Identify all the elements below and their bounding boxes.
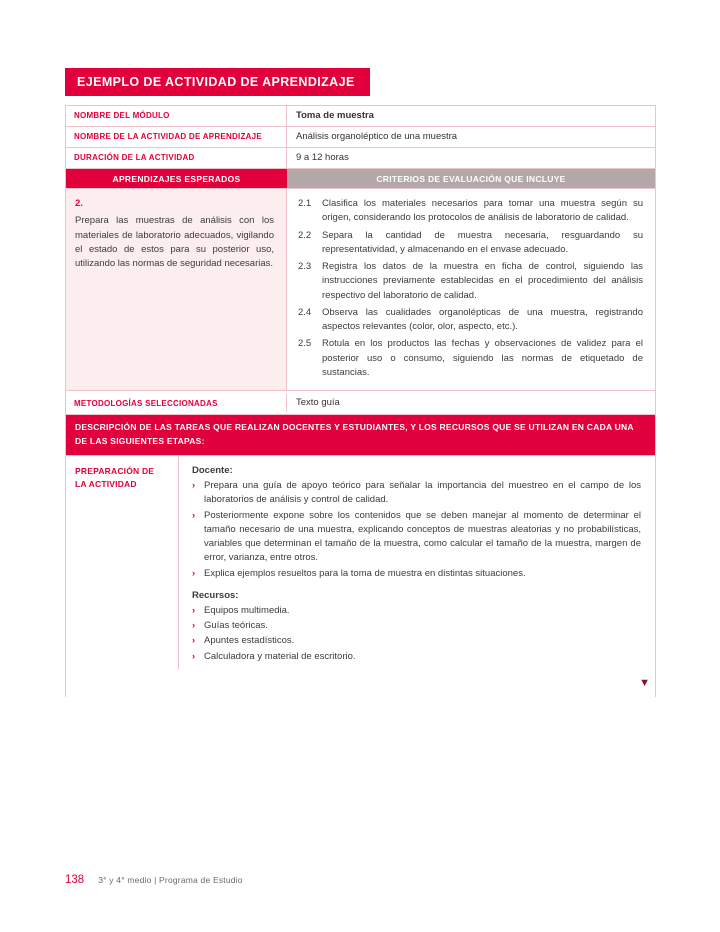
- criterion-text: Clasifica los materiales necesarios para tomar una muestra según su origen, considerando los protocolos de análisis de laboratorio de calidad.: [322, 198, 643, 224]
- table-header-row: [66, 169, 655, 189]
- info-row-value: Toma de muestra: [296, 110, 374, 121]
- bullet-marker-icon: ›: [192, 480, 196, 492]
- bullet-text: Guías teóricas.: [204, 620, 268, 632]
- criteria-cell: [287, 189, 655, 390]
- methodology-label: METODOLOGÍAS SELECCIONADAS: [66, 394, 287, 412]
- info-row-value: Análisis organoléptico de una muestra: [296, 131, 458, 142]
- criterion-item: [298, 229, 643, 258]
- methodology-row: [66, 391, 655, 415]
- page-content: [65, 68, 656, 697]
- bullet-item: [192, 604, 641, 618]
- criterion-item: [298, 260, 643, 303]
- bullet-text: Apuntes estadísticos.: [204, 635, 295, 647]
- bullet-marker-icon: ›: [192, 635, 196, 647]
- bullet-item: [192, 634, 641, 648]
- criterion-text: Registra los datos de la muestra en ficha de control, siguiendo las instrucciones previamente establecidas en el procedimiento del análisis respectivo del laboratorio de calidad.: [322, 261, 643, 301]
- bullet-text: Calculadora y material de escritorio.: [204, 650, 356, 662]
- criterion-item: [298, 197, 643, 226]
- continuation-row: [66, 669, 655, 697]
- bullet-marker-icon: ›: [192, 509, 196, 521]
- bullet-item: [192, 619, 641, 633]
- info-row-label: DURACIÓN DE LA ACTIVIDAD: [66, 148, 287, 168]
- footer-text: 3° y 4° medio | Programa de Estudio: [98, 875, 243, 885]
- docente-heading: Docente:: [192, 465, 233, 477]
- page-number: 138: [65, 874, 85, 886]
- info-row-value: 9 a 12 horas: [296, 152, 349, 163]
- info-row-label: NOMBRE DEL MÓDULO: [66, 106, 287, 126]
- bullet-item: [192, 650, 641, 664]
- criterion-text: Rotula en los productos las fechas y observaciones de validez para el posterior uso o consumo, siguiendo las normas de etiquetado de sustancias.: [322, 338, 643, 378]
- criterion-number: 2.4: [298, 306, 312, 318]
- bullet-text: Prepara una guía de apoyo teórico para señalar la importancia del muestreo en el campo de los laboratorios de análisis y control de calidad.: [204, 480, 641, 506]
- preparation-content: [179, 456, 655, 669]
- bullet-item: [192, 567, 641, 581]
- criterion-number: 2.3: [298, 261, 312, 272]
- bullet-marker-icon: ›: [192, 604, 196, 616]
- description-banner: DESCRIPCIÓN DE LAS TAREAS QUE REALIZAN DOCENTES Y ESTUDIANTES, Y LOS RECURSOS QUE SE UTILIZAN EN CADA UNA DE LAS SIGUIENTES ETAPAS:: [66, 415, 655, 456]
- info-row-label: NOMBRE DE LA ACTIVIDAD DE APRENDIZAJE: [66, 127, 287, 147]
- criterion-number: 2.1: [298, 198, 312, 209]
- table-row-duration: [66, 148, 655, 169]
- expected-cell: [66, 189, 287, 390]
- bullet-text: Equipos multimedia.: [204, 604, 290, 616]
- criterion-number: 2.5: [298, 338, 312, 350]
- recursos-heading: Recursos:: [192, 589, 239, 601]
- preparation-label: PREPARACIÓN DE LA ACTIVIDAD: [66, 456, 179, 669]
- table-row-module: [66, 106, 655, 127]
- criterion-item: [298, 306, 643, 335]
- section-title-banner: EJEMPLO DE ACTIVIDAD DE APRENDIZAJE: [65, 68, 370, 96]
- criteria-header: CRITERIOS DE EVALUACIÓN QUE INCLUYE: [287, 169, 655, 188]
- bullet-text: Explica ejemplos resueltos para la toma de muestra en distintas situaciones.: [204, 567, 526, 579]
- bullet-marker-icon: ›: [192, 650, 196, 662]
- continuation-arrow-icon: ▼: [639, 676, 649, 689]
- methodology-value: Texto guía: [296, 397, 340, 408]
- table-row-activity-name: [66, 127, 655, 148]
- criterion-text: Observa las cualidades organolépticas de una muestra, registrando aspectos relevantes (color, olor, aspecto, etc.).: [322, 306, 643, 332]
- activity-table: [65, 105, 656, 697]
- page-footer: [65, 874, 243, 886]
- expected-text: Prepara las muestras de análisis con los materiales de laboratorio adecuados, vigilando el estado de estos para su posterior uso, utilizando las normas de seguridad necesarias.: [75, 215, 274, 269]
- criterion-number: 2.2: [298, 229, 312, 241]
- bullet-marker-icon: ›: [192, 567, 196, 579]
- bullet-item: [192, 479, 641, 508]
- preparation-row: [66, 456, 655, 669]
- expected-number: 2.: [75, 198, 83, 209]
- expected-header: APRENDIZAJES ESPERADOS: [66, 169, 287, 188]
- criterion-text: Separa la cantidad de muestra necesaria, resguardando su representatividad, y almacenando en el envase adecuado.: [322, 229, 643, 255]
- bullet-item: [192, 509, 641, 566]
- expected-criteria-row: [66, 189, 655, 391]
- criterion-item: [298, 337, 643, 380]
- bullet-text: Posteriormente expone sobre los contenidos que se deben manejar al momento de determinar el tamaño necesario de una muestra, explicando conceptos de muestras aleatorias y no probabilísticas, variables que determinan el tamaño de la muestra, como calcular el tamaño de la muestra, margen de error, varianza, entre otros.: [204, 509, 641, 564]
- bullet-marker-icon: ›: [192, 620, 196, 632]
